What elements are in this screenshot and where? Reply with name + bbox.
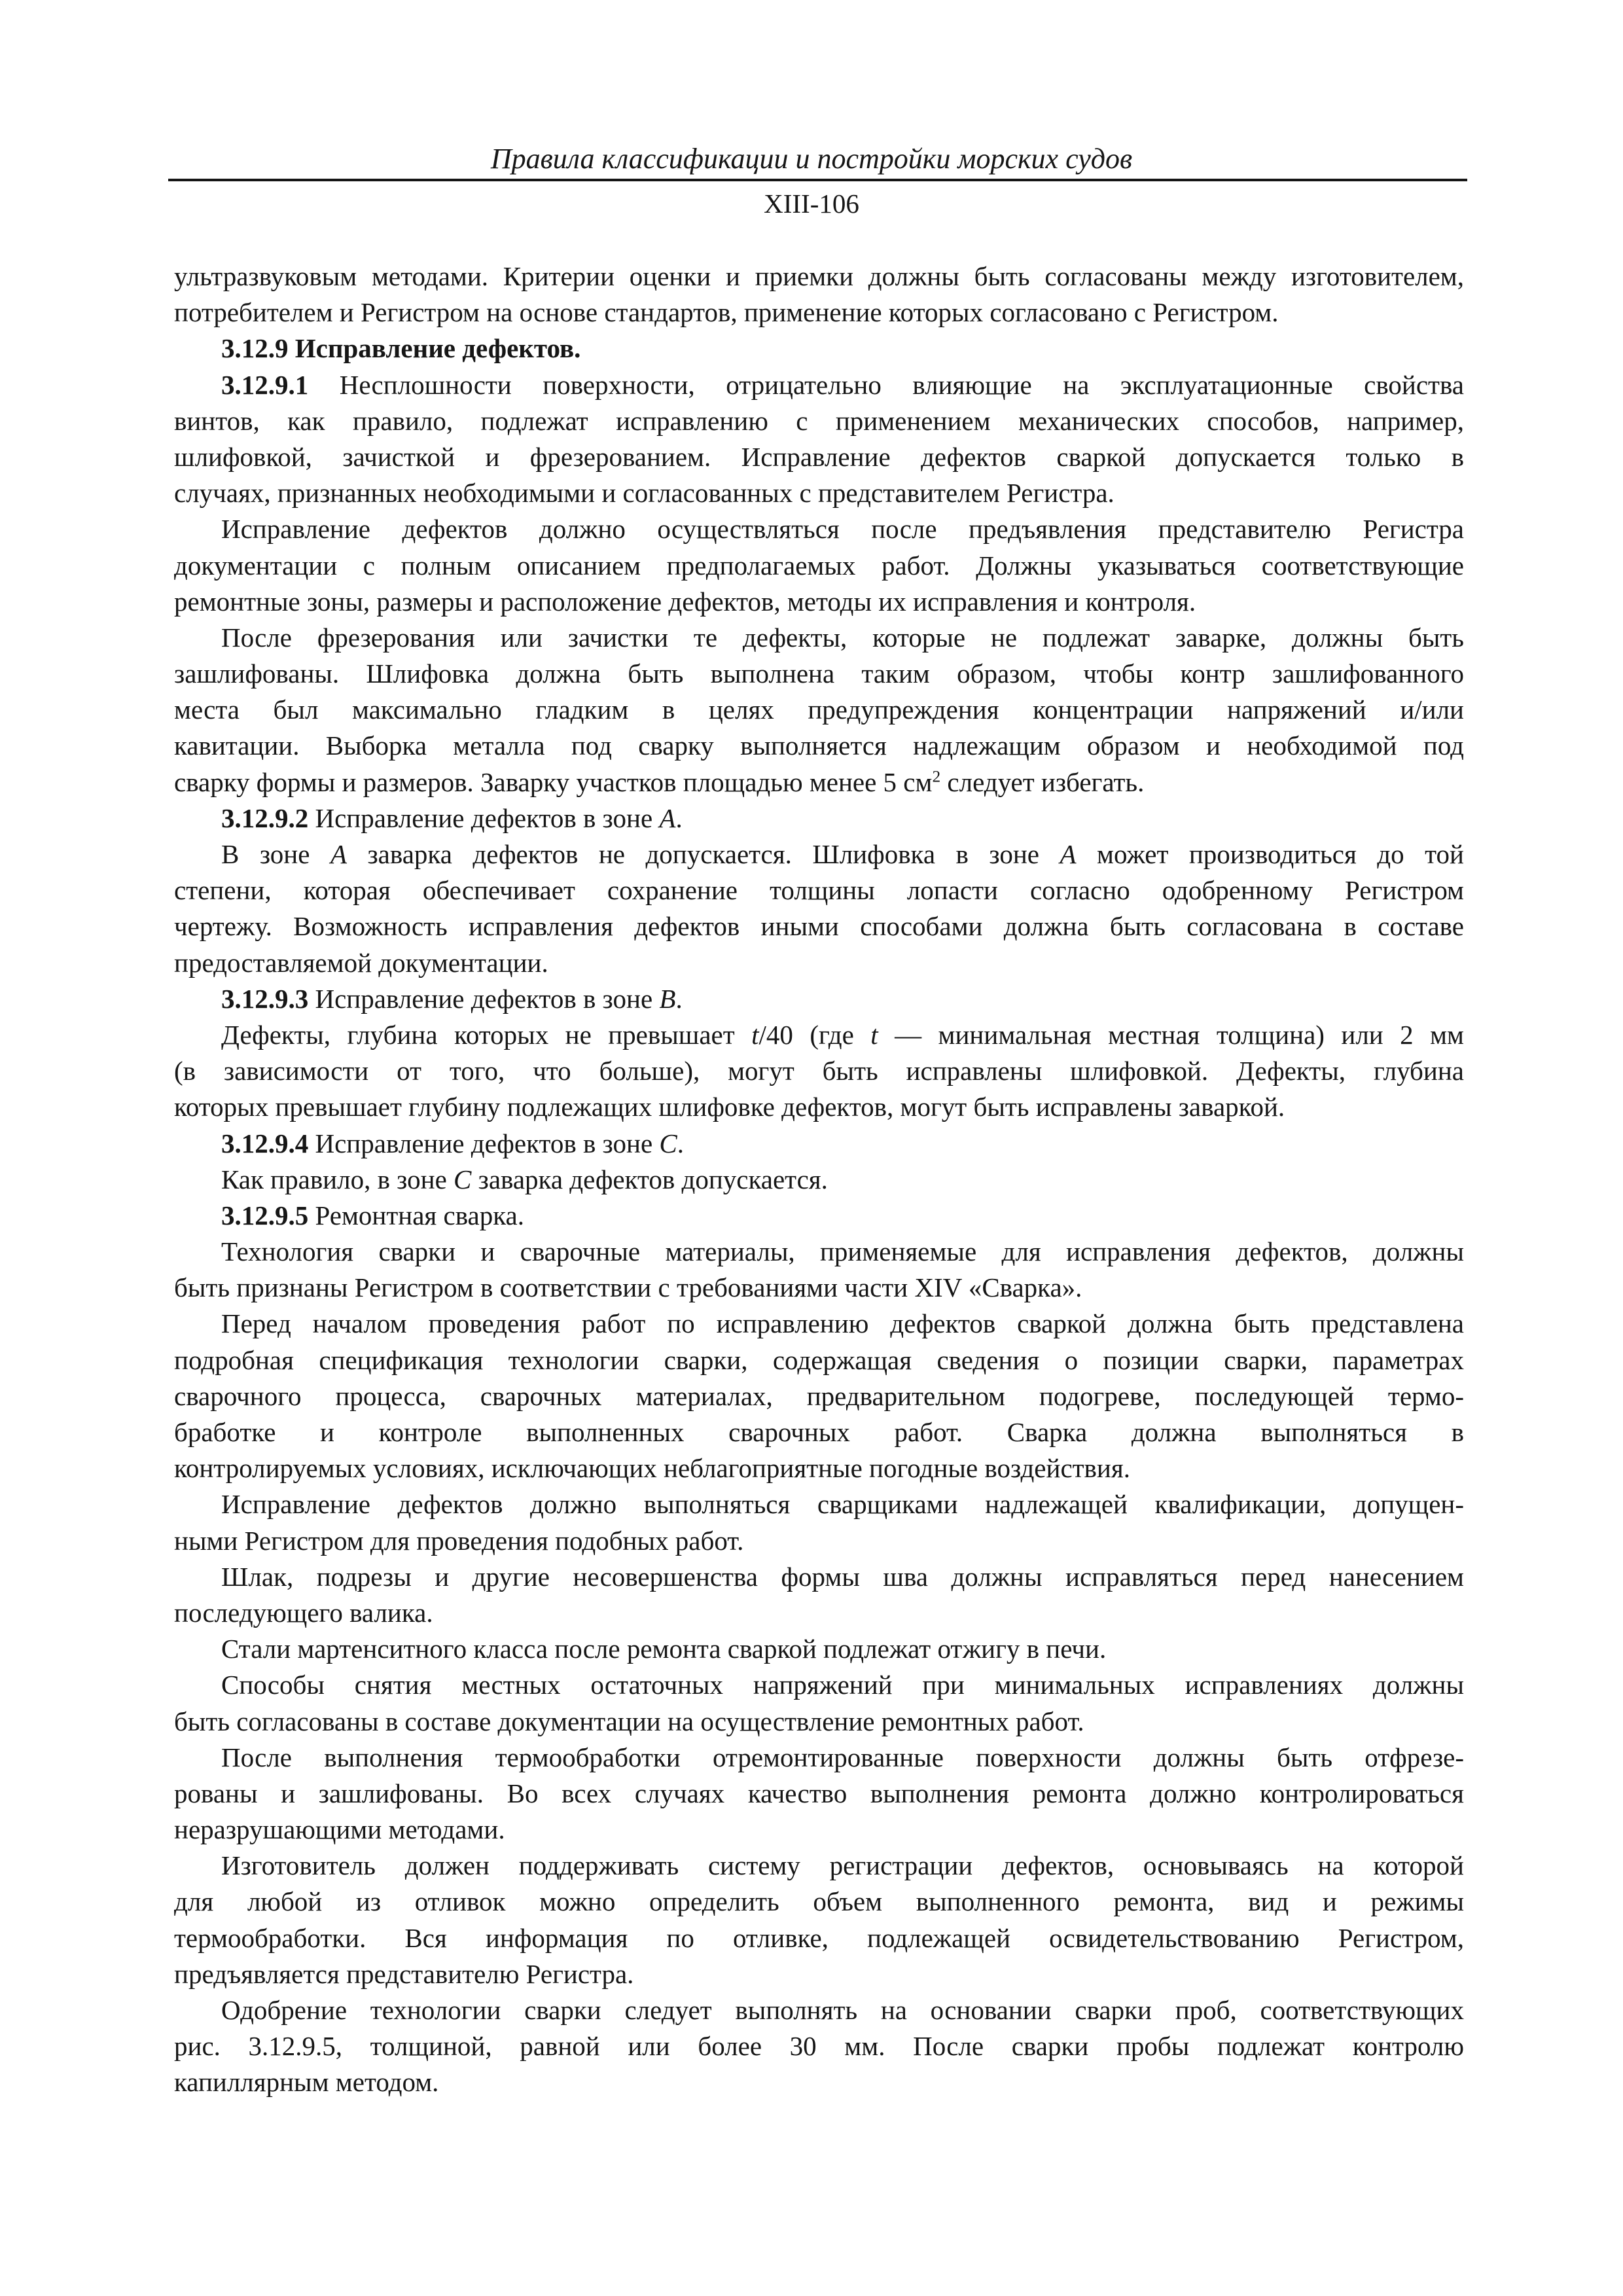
paragraph [174,1667,1464,1739]
line-content [174,872,1464,908]
paragraph [174,1848,1464,1992]
text-line [174,584,1464,620]
text-run: Исправление дефектов должно выполняться сварщиками надлежащей квалификации, допущен- [221,1489,1464,1520]
text-line [174,1740,1464,1776]
text-run-bold: 3.12.9.2 [221,802,309,833]
text-run: термообработки. Вся информация по отливке, подлежащей освидетельствованию Регистром, [174,1922,1464,1953]
text-run: . [677,1128,685,1158]
text-line [174,908,1464,944]
paragraph [174,1486,1464,1558]
paragraph [174,1017,1464,1126]
text-line [174,872,1464,908]
text-run: которых превышает глубину подлежащих шлифовке дефектов, могут быть исправлены заваркой. [174,1092,1285,1122]
text-run: Исправление дефектов в зоне [308,983,660,1014]
text-run-bold: 3.12.9.3 [221,983,309,1014]
line-content [221,620,1464,656]
line-content [174,656,1464,692]
text-line [174,1342,1464,1378]
text-run: сварку формы и размеров. Заварку участков площадью менее 5 см [174,766,933,797]
line-content [221,1486,1464,1522]
paragraph [174,1162,1464,1198]
text-line [174,764,1464,800]
text-run-bold: 3.12.9.4 [221,1128,309,1158]
header-rule [168,179,1467,181]
text-run: рис. 3.12.9.5, толщиной, равной или более 30 мм. После сварки пробы подлежат контролю [174,2031,1464,2062]
line-content [174,1884,1464,1920]
line-content [174,475,1115,511]
running-header-title: Правила классификации и постройки морских судов [490,143,1133,175]
text-run: После выполнения термообработки отремонтированные поверхности должны быть отфрезе- [221,1742,1464,1772]
text-line [174,1956,1464,1992]
text-run: быть согласованы в составе документации на осуществление ремонтных работ. [174,1706,1084,1736]
text-line [174,1450,1464,1486]
page-number: XIII-106 [764,188,859,219]
line-content [174,728,1464,764]
text-line [174,728,1464,764]
text-line [174,656,1464,692]
line-content [221,1559,1464,1595]
line-content [174,295,1279,331]
text-run: шлифовкой, зачисткой и фрезерованием. Исправление дефектов сваркой допускается только в [174,441,1464,472]
superscript: 2 [932,766,941,785]
text-run: предоставляемой документации. [174,947,548,978]
text-run: следует избегать. [940,766,1145,797]
text-run: Исправление дефектов в зоне [308,1128,660,1158]
text-line [174,439,1464,475]
paragraph [174,331,1464,367]
text-run: кавитации. Выборка металла под сварку выполняется надлежащим образом и необходимой под [174,730,1464,761]
line-content [221,1306,1464,1342]
text-run: Исправление дефектов должно осуществляться после предъявления представителю Регистра [221,514,1464,545]
text-run: заварка дефектов допускается. [471,1164,828,1194]
line-content [221,800,683,836]
paragraph [174,836,1464,981]
paragraph [174,981,1464,1017]
text-line [174,1776,1464,1812]
text-run: предъявляется представителю Регистра. [174,1958,634,1989]
line-content [221,1848,1464,1884]
text-run-italic: t [870,1019,878,1050]
text-run: случаях, признанных необходимыми и согласованных с представителем Регистра. [174,478,1115,509]
line-content [174,692,1464,728]
text-run: контролируемых условиях, исключающих неблагоприятные погодные воздействия. [174,1453,1130,1484]
text-line [174,1486,1464,1522]
text-run: В зоне [221,839,330,869]
text-line [174,367,1464,403]
text-line [174,2064,1464,2100]
line-content [174,908,1464,944]
text-run: После фрезерования или зачистки те дефекты, которые не подлежат заварке, должны быть [221,622,1464,653]
line-content [174,548,1464,584]
text-line [174,692,1464,728]
line-content [174,403,1464,439]
text-line [174,1992,1464,2028]
line-content [174,1812,505,1848]
text-line [174,1126,1464,1162]
text-line [174,800,1464,836]
text-run: ремонтные зоны, размеры и расположение дефектов, методы их исправления и контроля. [174,586,1196,617]
line-content [221,1992,1464,2028]
paragraph [174,1234,1464,1306]
text-run: Шлак, подрезы и другие несовершенства формы шва должны исправляться перед нанесением [221,1561,1464,1592]
paragraph [174,259,1464,331]
text-run: Как правило, в зоне [221,1164,454,1194]
line-content [174,1920,1464,1956]
text-run-bold: 3.12.9.1 [221,369,309,400]
text-run: Дефекты, глубина которых не превышает [221,1019,752,1050]
paragraph [174,1306,1464,1486]
text-run-italic: C [454,1164,472,1194]
line-content [221,1234,1464,1270]
text-run: степени, которая обеспечивает сохранение толщины лопасти согласно одобренному Регистром [174,875,1464,906]
text-line [174,1270,1464,1306]
line-content [174,1450,1130,1486]
text-line [174,1559,1464,1595]
line-content [174,1956,633,1992]
line-content [174,1270,1082,1306]
paragraph [174,1559,1464,1631]
line-content [174,1378,1464,1414]
line-content [221,367,1464,403]
text-line [174,259,1464,295]
line-content [174,1414,1464,1450]
document-body [174,259,1464,2101]
text-line [174,620,1464,656]
text-run: Несплошности поверхности, отрицательно влияющие на эксплуатационные свойства [308,369,1464,400]
text-run: Изготовитель должен поддерживать систему регистрации дефектов, основываясь на которой [221,1850,1464,1881]
line-content [221,836,1464,872]
paragraph [174,620,1464,800]
text-line [174,331,1464,367]
text-line [174,1631,1464,1667]
line-content [221,331,580,367]
text-run: капиллярным методом. [174,2067,439,2098]
text-line [174,1848,1464,1884]
text-line [174,1704,1464,1740]
text-run: документации с полным описанием предполагаемых работ. Должны указываться соответствующие [174,550,1464,581]
line-content [221,1126,684,1162]
text-run: последующего валика. [174,1597,433,1628]
line-content [174,584,1196,620]
line-content [221,1631,1106,1667]
text-run: Технология сварки и сварочные материалы, применяемые для исправления дефектов, должны [221,1236,1464,1267]
text-run: Ремонтная сварка. [308,1200,524,1230]
text-line [174,511,1464,547]
text-run: может производиться до той [1076,839,1464,869]
text-run: Стали мартенситного класса после ремонта сваркой подлежат отжигу в печи. [221,1634,1107,1664]
text-line [174,1017,1464,1053]
line-content [221,1198,524,1234]
paragraph [174,367,1464,512]
text-run: сварочного процесса, сварочных материалах, предварительном подогреве, последующей термо- [174,1380,1464,1411]
text-run: чертежу. Возможность исправления дефектов иными способами должна быть согласована в составе [174,911,1464,942]
text-line [174,548,1464,584]
text-line [174,1306,1464,1342]
line-content [221,981,683,1017]
text-line [174,475,1464,511]
paragraph [174,1992,1464,2101]
text-line [174,981,1464,1017]
text-run: Одобрение технологии сварки следует выполнять на основании сварки проб, соответствующих [221,1995,1464,2025]
text-run: — минимальная местная толщина) или 2 мм [878,1019,1464,1050]
text-run-italic: A [330,839,347,869]
line-content [174,1523,743,1559]
text-line [174,1595,1464,1631]
line-content [174,259,1464,295]
text-run-italic: C [659,1128,677,1158]
text-line [174,1920,1464,1956]
line-content [174,1595,433,1631]
line-content [174,1776,1464,1812]
text-line [174,1089,1464,1125]
text-line [174,1198,1464,1234]
text-run: винтов, как правило, подлежат исправлению с применением механических способов, например, [174,405,1464,436]
text-line [174,1378,1464,1414]
text-run: подробная спецификация технологии сварки, содержащая сведения о позиции сварки, параметрах [174,1344,1464,1375]
text-line [174,836,1464,872]
text-run-italic: A [659,802,676,833]
text-line [174,1523,1464,1559]
text-line [174,1884,1464,1920]
text-run: (в зависимости от того, что больше), могут быть исправлены шлифовкой. Дефекты, глубина [174,1056,1464,1086]
text-line [174,1053,1464,1089]
line-content [174,1053,1464,1089]
text-run-bold: 3.12.9.5 [221,1200,309,1230]
text-line [174,945,1464,981]
line-content [174,945,548,981]
text-line [174,295,1464,331]
text-run: зашлифованы. Шлифовка должна быть выполнена таким образом, чтобы контр зашлифованного [174,658,1464,689]
text-run: Перед началом проведения работ по исправлению дефектов сваркой должна быть представлена [221,1308,1464,1339]
line-content [221,511,1464,547]
text-line [174,1234,1464,1270]
line-content [174,439,1464,475]
text-run: для любой из отливок можно определить объем выполненного ремонта, вид и режимы [174,1886,1464,1917]
line-content [221,1162,828,1198]
line-content [174,1704,1084,1740]
text-run: бработке и контроле выполненных сварочных работ. Сварка должна выполняться в [174,1417,1464,1447]
text-run: . [675,802,683,833]
text-line [174,1667,1464,1703]
text-line [174,1162,1464,1198]
text-line [174,403,1464,439]
paragraph [174,1740,1464,1848]
paragraph [174,1126,1464,1162]
line-content [221,1017,1464,1053]
text-run: места был максимально гладким в целях предупреждения концентрации напряжений и/или [174,694,1464,725]
text-line [174,1812,1464,1848]
text-run: Исправление дефектов в зоне [308,802,660,833]
text-run: быть признаны Регистром в соответствии с требованиями части XIV «Сварка». [174,1272,1082,1303]
text-run-italic: B [659,983,676,1014]
text-run: Способы снятия местных остаточных напряжений при минимальных исправлениях должны [221,1670,1464,1700]
text-run: заварка дефектов не допускается. Шлифовка в зоне [346,839,1060,869]
text-line [174,2028,1464,2064]
text-run: /40 (где [758,1019,871,1050]
text-run: рованы и зашлифованы. Во всех случаях качество выполнения ремонта должно контролироваться [174,1778,1464,1808]
line-content [174,2064,438,2100]
paragraph [174,511,1464,620]
text-run-bold: 3.12.9 Исправление дефектов. [221,333,581,364]
line-content [221,1667,1464,1703]
text-run: ультразвуковым методами. Критерии оценки и приемки должны быть согласованы между изготовителем, [174,261,1464,291]
line-content [174,1089,1285,1125]
text-run-italic: t [751,1019,759,1050]
text-run-italic: A [1060,839,1077,869]
paragraph [174,1631,1464,1667]
line-content [174,764,1144,800]
line-content [174,1342,1464,1378]
paragraph [174,800,1464,836]
text-run: . [675,983,683,1014]
paragraph [174,1198,1464,1234]
text-line [174,1414,1464,1450]
text-run: потребителем и Регистром на основе стандартов, применение которых согласовано с Регистром. [174,297,1279,328]
text-run: ными Регистром для проведения подобных работ. [174,1525,744,1556]
text-run: неразрушающими методами. [174,1814,505,1845]
line-content [174,2028,1464,2064]
line-content [221,1740,1464,1776]
